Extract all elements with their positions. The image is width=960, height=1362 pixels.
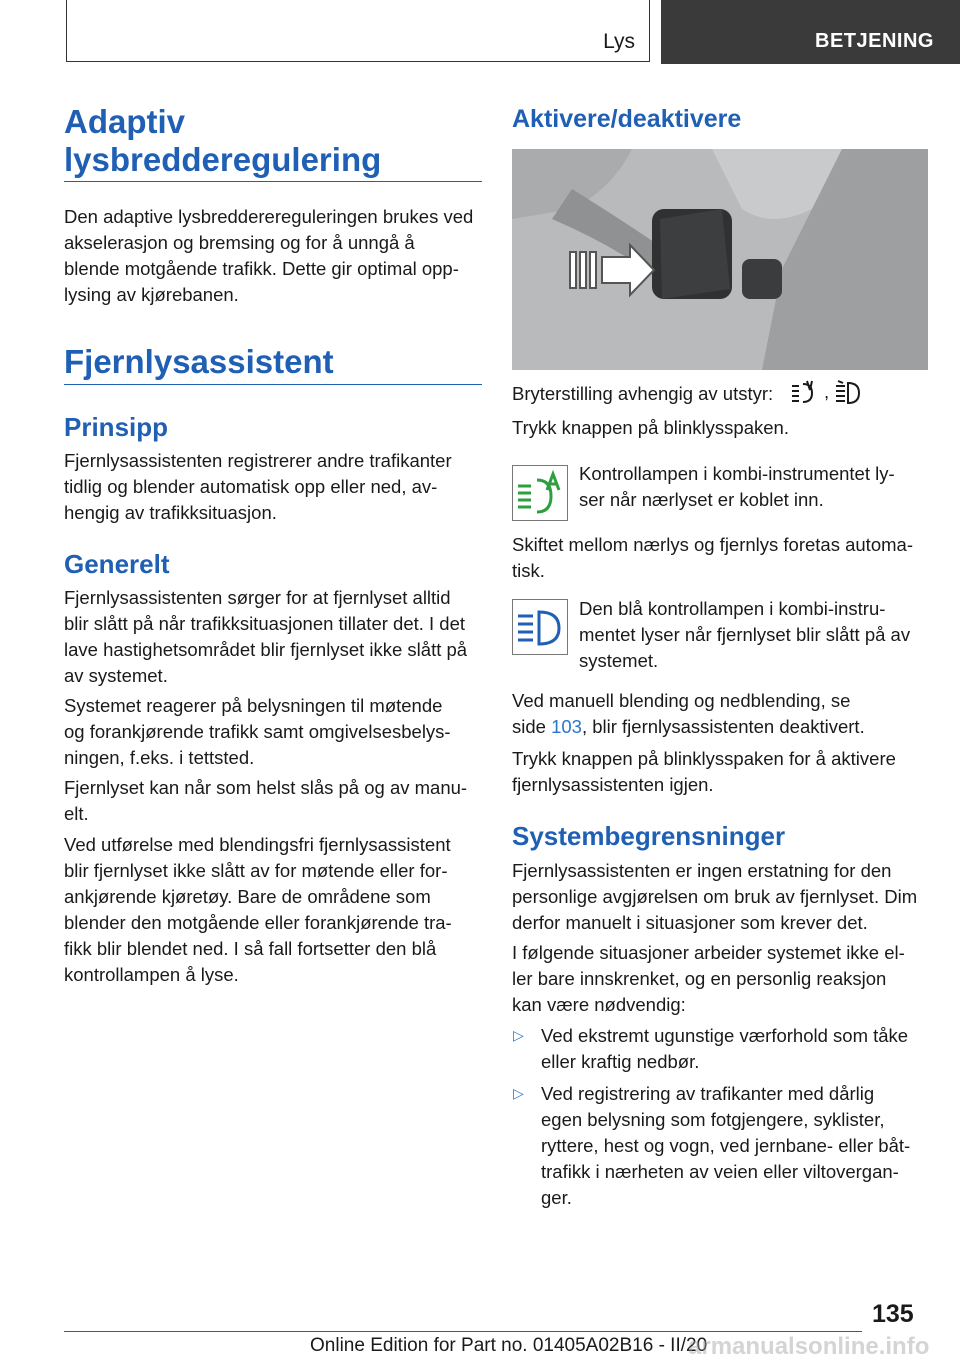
heading-adaptiv-1: Adaptiv	[64, 103, 186, 140]
switch-separator: ,	[824, 381, 830, 402]
section-title: Lys	[603, 30, 635, 53]
bullet-line: Ved ekstremt ugunstige værforhold som tåke	[541, 1025, 909, 1046]
generelt-line: av systemet.	[64, 665, 168, 686]
heading-fjernlysassistent: Fjernlysassistent	[64, 343, 334, 380]
sys1-line: personlige avgjørelsen om bruk av fjernlyset. Dim	[512, 886, 918, 907]
bullet-line: eller kraftig nedbør.	[541, 1051, 700, 1072]
switch-position-text: Bryterstilling avhengig av utstyr:	[512, 383, 774, 404]
auto-high-beam-icon	[790, 378, 818, 411]
shift-line: Skiftet mellom nærlys og fjernlys foretas automa-	[512, 534, 913, 555]
generelt-line: og forankjørende trafikk samt omgivelsesbelys-	[64, 721, 451, 742]
intro-line: blende motgående trafikk. Dette gir optimal opp-	[64, 258, 459, 279]
page-link-103[interactable]: 103	[551, 716, 582, 737]
triangle-bullet-icon: ▷	[513, 1085, 524, 1101]
lamp1-line: ser når nærlyset er koblet inn.	[579, 489, 824, 510]
chapter-tab	[661, 0, 960, 64]
high-beam-assist-icon	[834, 378, 862, 411]
page-number: 135	[872, 1300, 914, 1328]
reactivate-line: fjernlysassistenten igjen.	[512, 774, 714, 795]
heading-generelt: Generelt	[64, 549, 170, 579]
lamp1-line: Kontrollampen i kombi-instrumentet ly-	[579, 463, 895, 484]
intro-line: Den adaptive lysbredderereguleringen brukes ved	[64, 206, 474, 227]
edition-text: Online Edition for Part no. 01405A02B16 - II/20	[310, 1335, 708, 1356]
press-text: Trykk knappen på blinklysspaken.	[512, 417, 789, 438]
generelt-line: fikk blir blendet ned. I så fall fortsetter den blå	[64, 938, 437, 959]
turn-signal-lever-photo	[512, 149, 928, 370]
generelt-line: blir slått på når trafikksituasjonen tillater det. I det	[64, 613, 466, 634]
generelt-line: kontrollampen å lyse.	[64, 964, 239, 985]
generelt-line: Systemet reagerer på belysningen til møtende	[64, 695, 443, 716]
heading-prinsipp: Prinsipp	[64, 412, 169, 442]
sys1-line: Fjernlysassistenten er ingen erstatning for den	[512, 860, 892, 881]
blue-high-beam-lamp-icon	[512, 599, 568, 655]
heading-systembegrensninger: Systembegrensninger	[512, 821, 786, 851]
green-auto-lamp-icon	[512, 465, 568, 521]
footer-rule	[64, 1331, 862, 1332]
bullet-line: ger.	[541, 1187, 572, 1208]
intro-line: lysing av kjørebanen.	[64, 284, 239, 305]
generelt-line: Fjernlyset kan når som helst slås på og av manu-	[64, 777, 468, 798]
generelt-line: elt.	[64, 803, 89, 824]
bullet-line: Ved registrering av trafikanter med dårlig	[541, 1083, 875, 1104]
sys1-line: derfor manuelt i situasjoner som krever det.	[512, 912, 868, 933]
lever-illustration	[512, 149, 928, 370]
heading-adaptiv-2: lysbredderegulering	[64, 141, 382, 178]
lamp2-line: mentet lyser når fjernlyset blir slått på av	[579, 624, 911, 645]
lamp2-line: Den blå kontrollampen i kombi-instru-	[579, 598, 886, 619]
reactivate-line: Trykk knappen på blinklysspaken for å aktivere	[512, 748, 896, 769]
prinsipp-line: tidlig og blender automatisk opp eller ned, av-	[64, 476, 438, 497]
manual-line: Ved manuell blending og nedblending, se	[512, 690, 851, 711]
heading-aktivere: Aktivere/deaktivere	[512, 105, 742, 133]
running-header-box	[66, 0, 650, 62]
generelt-line: blir fjernlyset ikke slått av for møtende eller for-	[64, 860, 448, 881]
chapter-title: BETJENING	[815, 30, 934, 52]
generelt-line: lave hastighetsområdet blir fjernlyset ikke slått på	[64, 639, 468, 660]
prinsipp-line: hengig av trafikksituasjon.	[64, 502, 277, 523]
prinsipp-line: Fjernlysassistenten registrerer andre trafikanter	[64, 450, 452, 471]
watermark-logo: armanualsonline.info	[688, 1333, 930, 1360]
intro-line: akselerasjon og bremsing og for å unngå å	[64, 232, 415, 253]
sys2-line: kan være nødvendig:	[512, 994, 686, 1015]
generelt-line: ankjørende kjøretøy. Bare de områdene som	[64, 886, 431, 907]
heading-rule	[64, 181, 482, 182]
generelt-line: blender den motgående eller forankjørende tra-	[64, 912, 452, 933]
bullet-line: egen belysning som fotgjengere, syklister,	[541, 1109, 885, 1130]
generelt-line: Ved utførelse med blendingsfri fjernlysassistent	[64, 834, 451, 855]
bullet-line: trafikk i nærheten av veien eller viltovergan-	[541, 1161, 899, 1182]
bullet-line: ryttere, hest og vogn, ved jernbane- eller båt-	[541, 1135, 911, 1156]
sys2-line: ler bare innskrenket, og en personlig reaksjon	[512, 968, 887, 989]
generelt-line: ningen, f.eks. i tettsted.	[64, 747, 255, 768]
sys2-line: I følgende situasjoner arbeider systemet ikke el-	[512, 942, 905, 963]
lamp2-line: systemet.	[579, 650, 659, 671]
generelt-line: Fjernlysassistenten sørger for at fjernlyset alltid	[64, 587, 451, 608]
manual-line-2: side 103, blir fjernlysassistenten deaktivert.	[512, 716, 865, 737]
heading-rule	[64, 384, 482, 385]
shift-line: tisk.	[512, 560, 545, 581]
triangle-bullet-icon: ▷	[513, 1027, 524, 1043]
